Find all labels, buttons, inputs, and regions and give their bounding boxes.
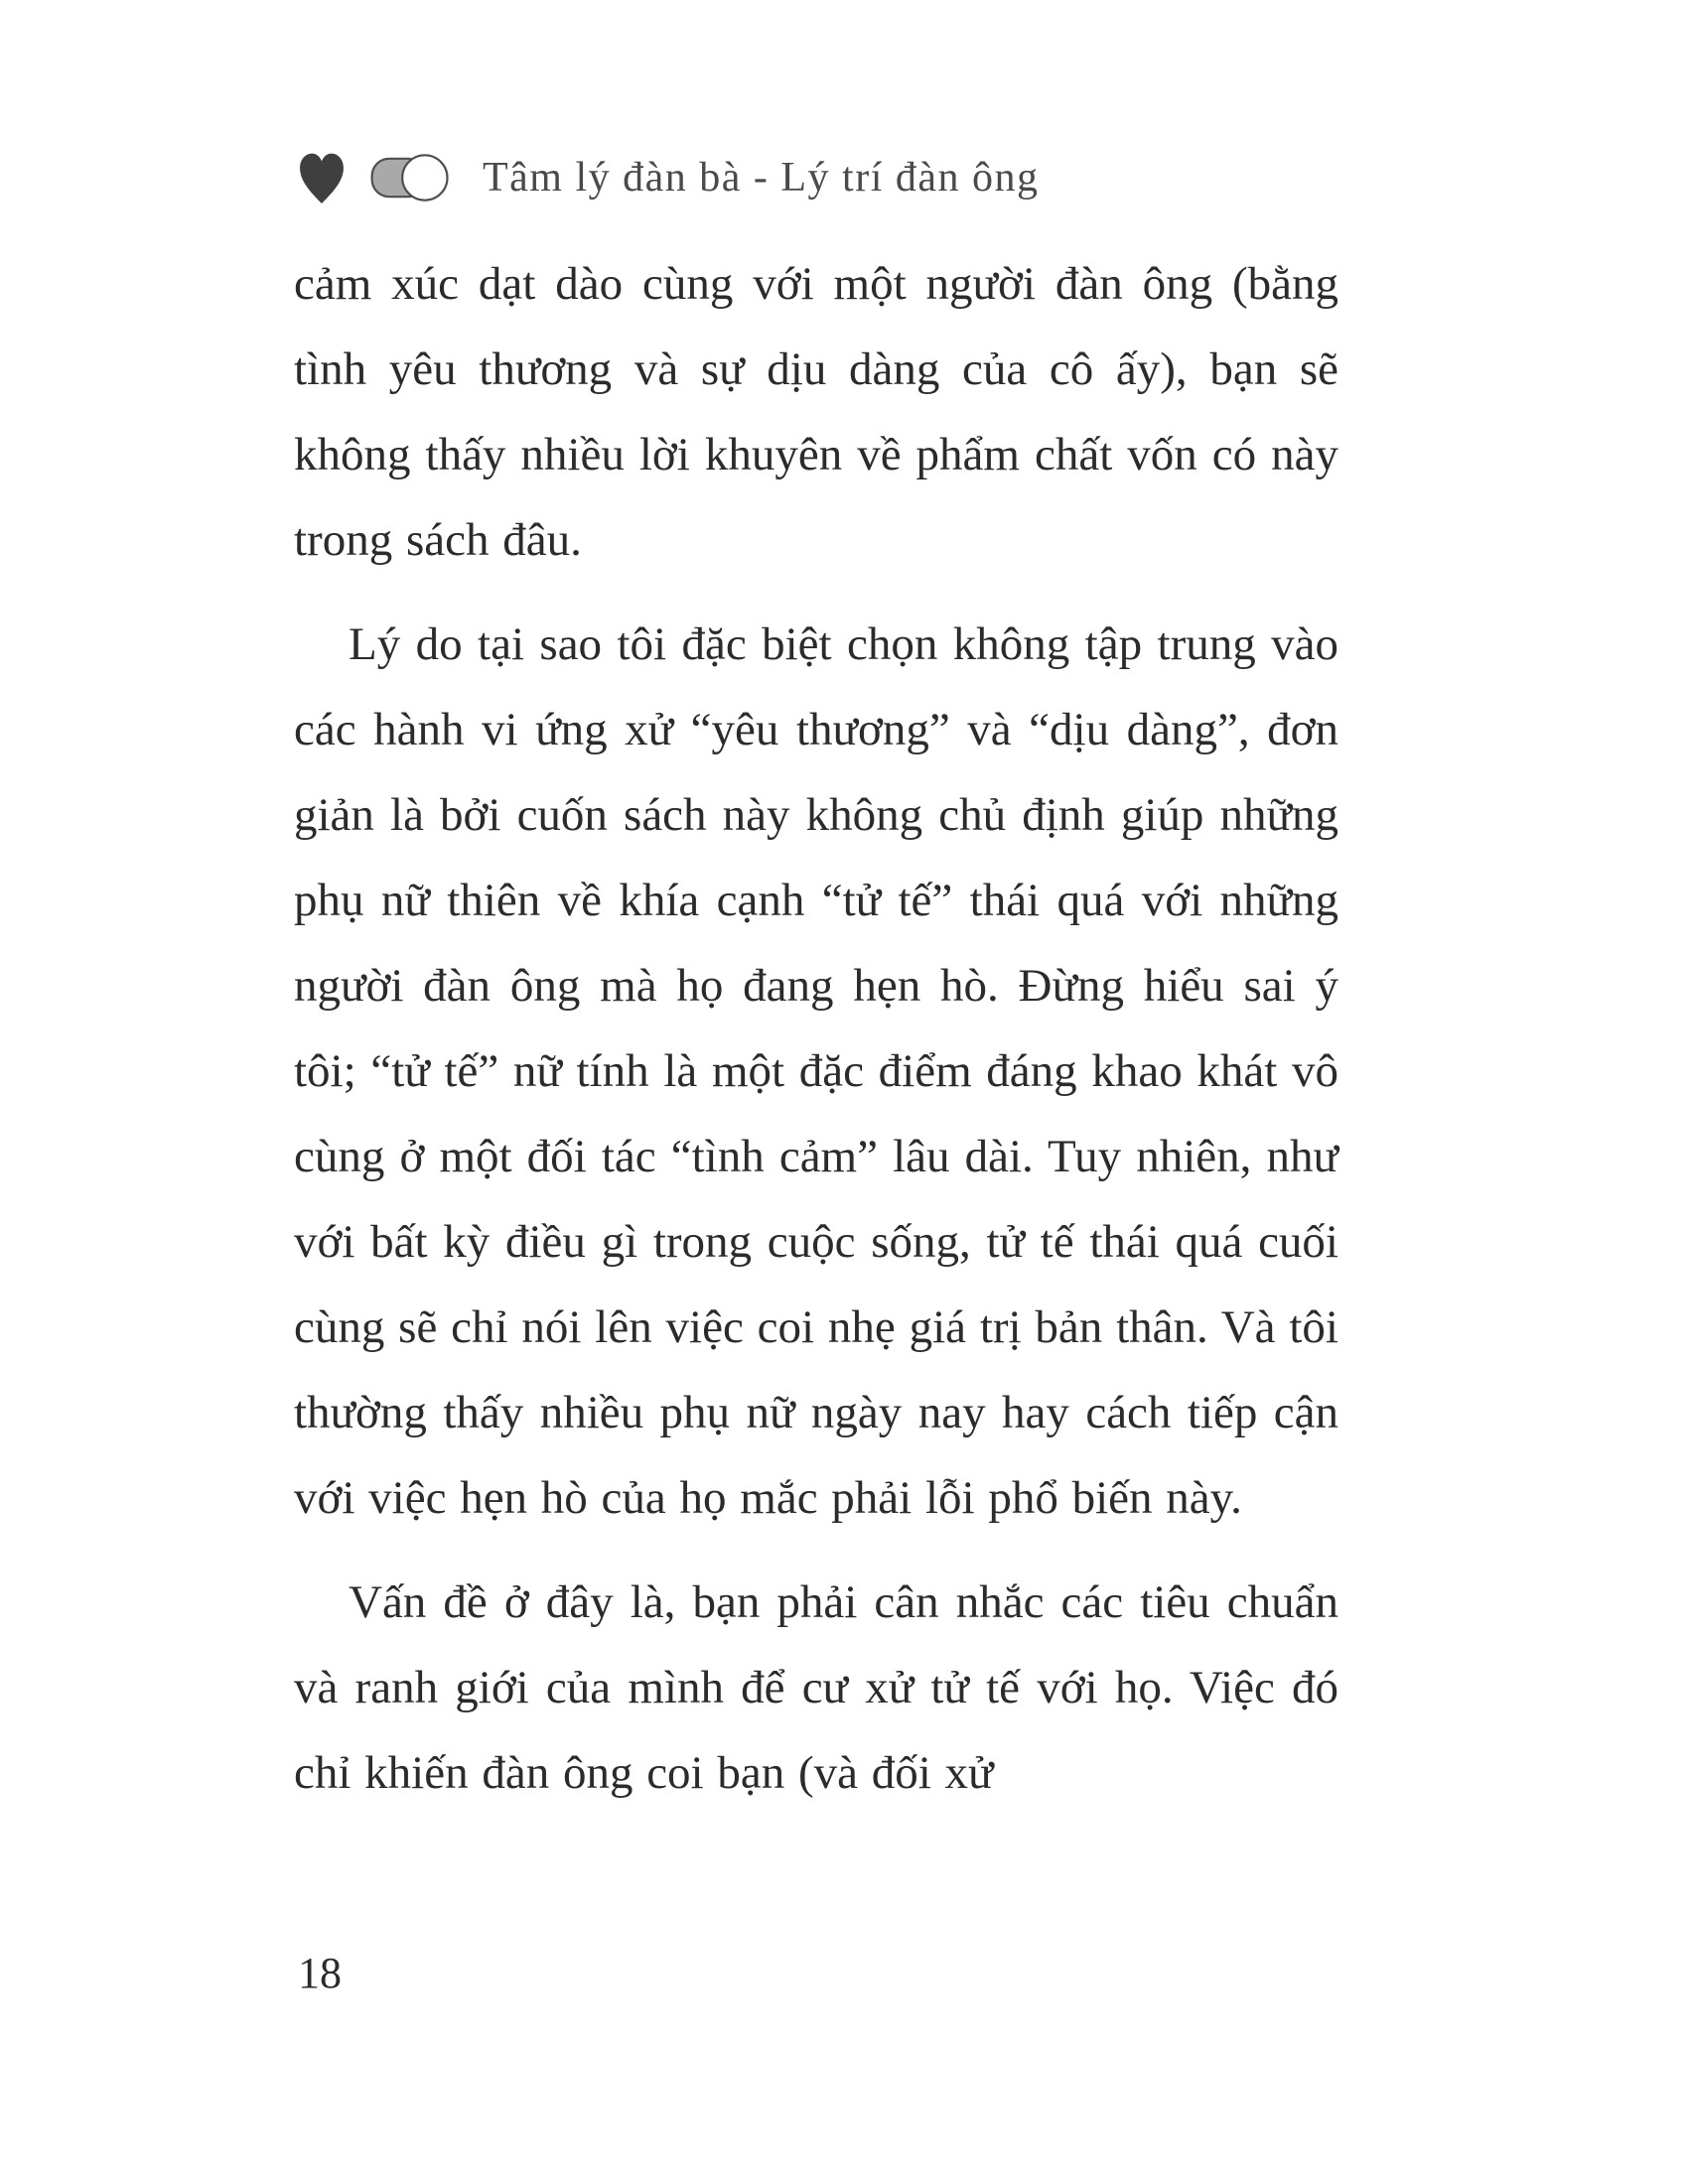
heart-icon <box>296 147 348 208</box>
page-number: 18 <box>298 1949 342 1997</box>
paragraph: cảm xúc dạt dào cùng với một người đàn ông (bằng tình yêu thương và sự dịu dàng của cô ấy), bạn sẽ không thấy nhiều lời khuyên về phẩm chất vốn có này trong sách đâu. <box>294 258 1338 566</box>
paragraph: Vấn đề ở đây là, bạn phải cân nhắc các tiêu chuẩn và ranh giới của mình để cư xử tử tế với họ. Việc đó chỉ khiến đàn ông coi bạn (và đối xử <box>294 1576 1338 1799</box>
toggle-icon <box>348 150 451 205</box>
body-text <box>294 241 1338 1816</box>
paragraph: Lý do tại sao tôi đặc biệt chọn không tập trung vào các hành vi ứng xử “yêu thương” và “dịu dàng”, đơn giản là bởi cuốn sách này không chủ định giúp những phụ nữ thiên về khía cạnh “tử tế” thái quá với những người đàn ông mà họ đang hẹn hò. Đừng hiểu sai ý tôi; “tử tế” nữ tính là một đặc điểm đáng khao khát vô cùng ở một đối tác “tình cảm” lâu dài. Tuy nhiên, như với bất kỳ điều gì trong cuộc sống, tử tế thái quá cuối cùng sẽ chỉ nói lên việc coi nhẹ giá trị bản thân. Và tôi thường thấy nhiều phụ nữ ngày nay hay cách tiếp cận với việc hẹn hò của họ mắc phải lỗi phổ biến này. <box>294 618 1338 1524</box>
running-header-title: Tâm lý đàn bà - Lý trí đàn ông <box>483 155 1040 201</box>
running-header <box>296 145 1040 210</box>
